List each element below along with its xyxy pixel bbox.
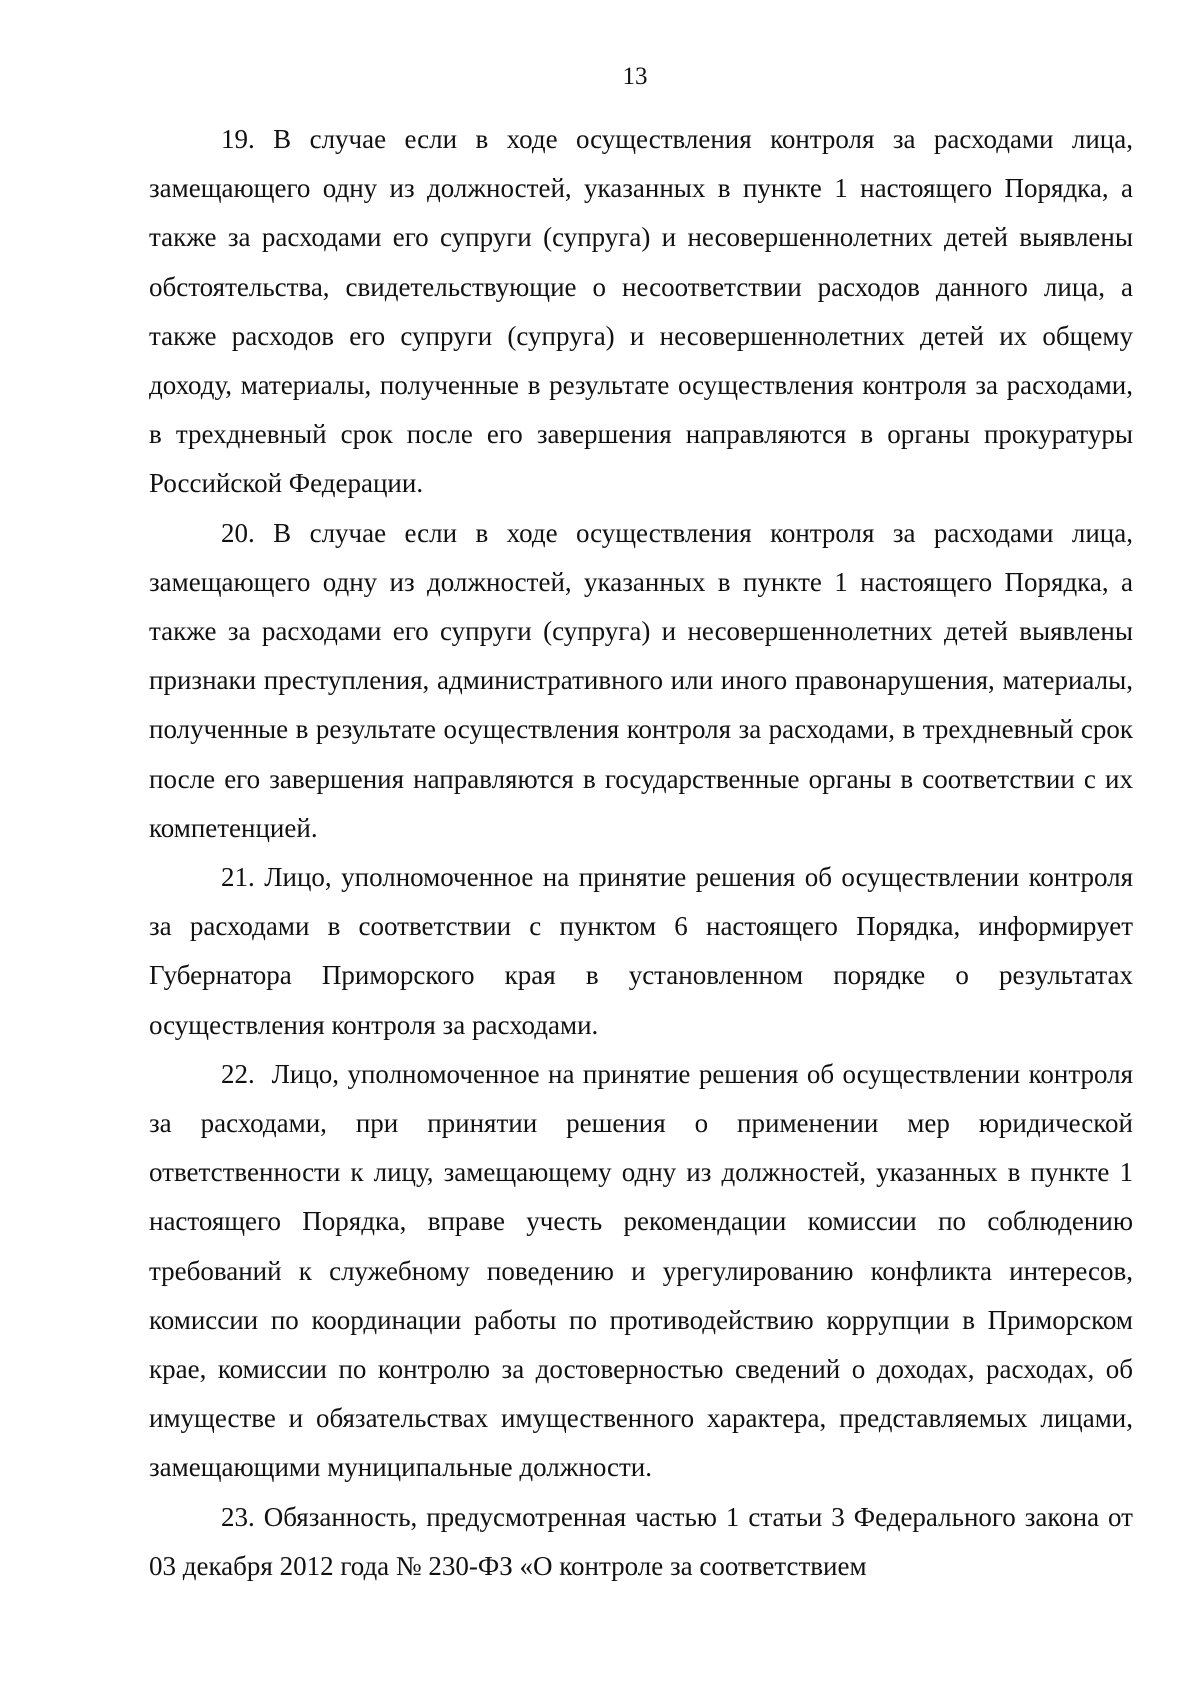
paragraph-22: 22. Лицо, уполномоченное на принятие решения об осуществлении контроля за расходами, при принятии решения о применении мер юридической ответственности к лицу, замещающему одну из должностей, указанных в пункте 1 настоящего Порядка, вправе учесть рекомендации комиссии по соблюдению требований к служебному поведению и урегулированию конфликта интересов, комиссии по координации работы по противодействию коррупции в Приморском крае, комиссии по контролю за достоверностью сведений о доходах, расходах, об имуществе и обязательствах имущественного характера, представляемых лицами, замещающими муниципальные должности. xyxy=(149,1058,1133,1483)
document-body xyxy=(149,115,1133,1591)
paragraph-20: 20. В случае если в ходе осуществления контроля за расходами лица, замещающего одну из должностей, указанных в пункте 1 настоящего Порядка, а также за расходами его супруги (супруга) и несовершеннолетних детей выявлены признаки преступления, административного или иного правонарушения, материалы, полученные в результате осуществления контроля за расходами, в трехдневный срок после его завершения направляются в государственные органы в соответствии с их компетенцией. xyxy=(149,517,1133,843)
paragraph-19: 19. В случае если в ходе осуществления контроля за расходами лица, замещающего одну из должностей, указанных в пункте 1 настоящего Порядка, а также за расходами его супруги (супруга) и несовершеннолетних детей выявлены обстоятельства, свидетельствующие о несоответствии расходов данного лица, а также расходов его супруги (супруга) и несовершеннолетних детей их общему доходу, материалы, полученные в результате осуществления контроля за расходами, в трехдневный срок после его завершения направляются в органы прокуратуры Российской Федерации. xyxy=(149,124,1133,499)
paragraph-23: 23. Обязанность, предусмотренная частью 1 статьи 3 Федерального закона от 03 декабря 2012 года № 230-ФЗ «О контроле за соответствием xyxy=(149,1501,1133,1581)
paragraph-21: 21. Лицо, уполномоченное на принятие решения об осуществлении контроля за расходами в соответствии с пунктом 6 настоящего Порядка, информирует Губернатора Приморского края в установленном порядке о результатах осуществления контроля за расходами. xyxy=(149,862,1133,1040)
page-number: 13 xyxy=(622,63,648,90)
